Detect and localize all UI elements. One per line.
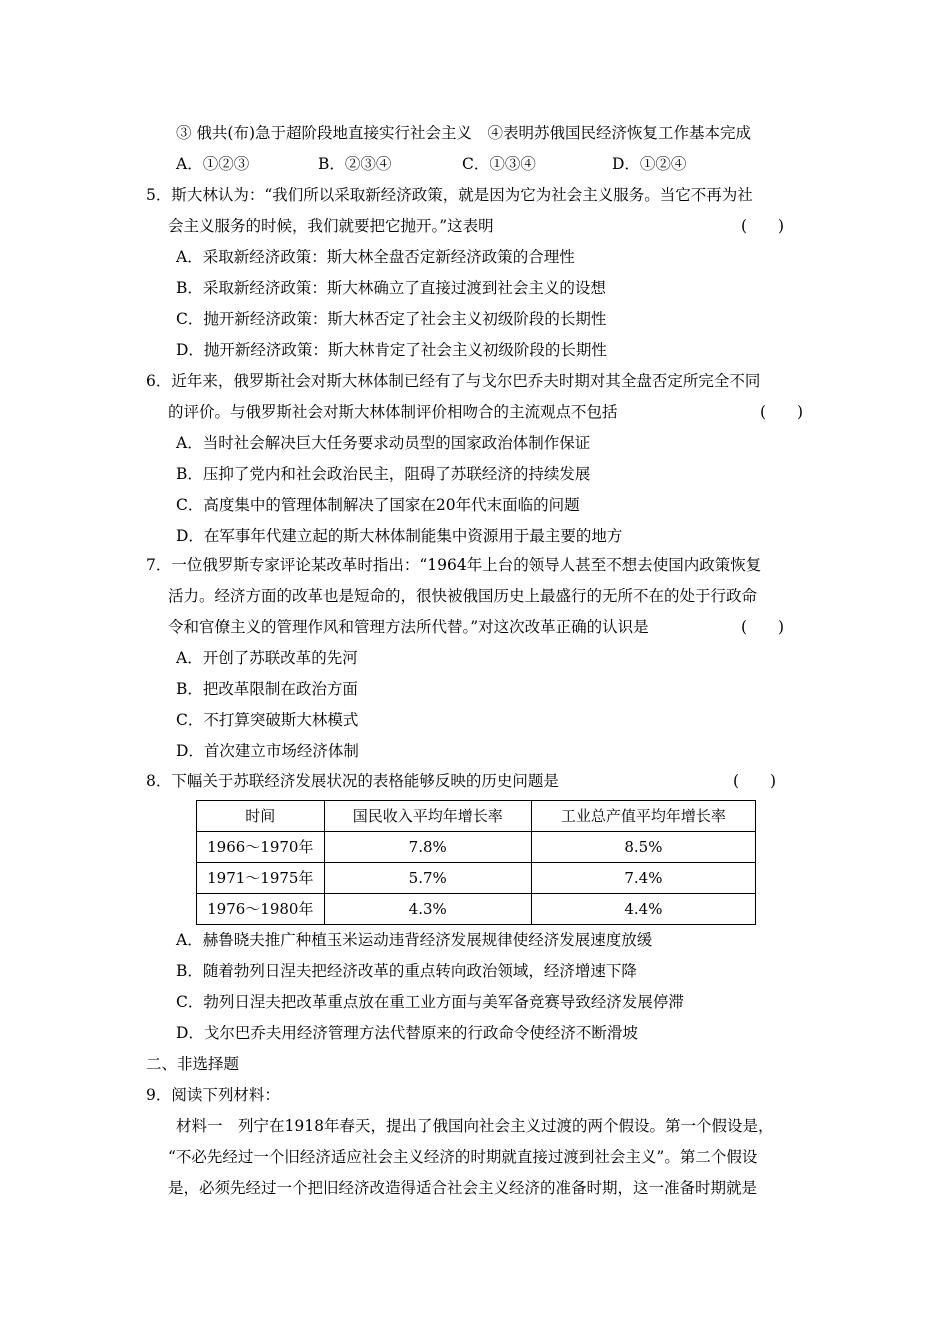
table-cell: 4.3% [324,894,531,925]
q9-stem: 9．阅读下列材料： [146,1086,280,1104]
q5-option-d: D．抛开新经济政策：斯大林肯定了社会主义初级阶段的长期性 [176,341,607,359]
q4-option-d: D．①②④ [612,155,687,173]
table-cell: 1976～1980年 [197,894,325,925]
q8-option-a: A．赫鲁晓夫推广种植玉米运动违背经济发展规律使经济发展速度放缓 [176,931,653,949]
growth-rate-table [196,800,756,925]
table-header-cell: 国民收入平均年增长率 [324,801,531,832]
section-heading: 二、非选择题 [146,1055,240,1073]
q7-stem-line-1: 7．一位俄罗斯专家评论某改革时指出：“1964年上台的领导人甚至不想去使国内政策恢复 [146,556,762,574]
q9-material-1-line-2: “不必先经过一个旧经济适应社会主义经济的时期就直接过渡到社会主义”。第二个假设 [168,1148,758,1166]
table-cell: 1971～1975年 [197,863,325,894]
q4-option-a: A．①②③ [176,155,250,173]
q8-stem: 8．下幅关于苏联经济发展状况的表格能够反映的历史问题是 [146,772,559,790]
q4-option-b: B．②③④ [318,155,392,173]
table-cell: 8.5% [531,832,755,863]
q8-option-c: C．勃列日涅夫把改革重点放在重工业方面与美军备竞赛导致经济发展停滞 [176,993,684,1011]
q7-stem-line-2: 活力。经济方面的改革也是短命的，很快被俄国历史上最盛行的无所不在的处于行政命 [168,587,758,605]
q4-option-line: ③ 俄共(布)急于超阶段地直接实行社会主义 ④表明苏俄国民经济恢复工作基本完成 [176,124,752,142]
q6-stem-line-1: 6．近年来，俄罗斯社会对斯大林体制已经有了与戈尔巴乔夫时期对其全盘否定所完全不同 [146,372,761,390]
table-header-row [197,801,756,832]
q4-option-c: C．①③④ [462,155,536,173]
table-cell: 7.8% [324,832,531,863]
table-row [197,832,756,863]
q5-answer-blank: ( ) [741,217,785,235]
q5-option-c: C．抛开新经济政策：斯大林否定了社会主义初级阶段的长期性 [176,310,607,328]
q9-material-1-line-1: 材料一 列宁在1918年春天，提出了俄国向社会主义过渡的两个假设。第一个假设是， [176,1117,774,1135]
q5-stem-line-2: 会主义服务的时候，我们就要把它抛开。”这表明 [168,217,494,235]
q7-answer-blank: ( ) [741,618,785,636]
q6-answer-blank: ( ) [760,403,804,421]
q7-option-d: D．首次建立市场经济体制 [176,742,359,760]
q6-stem-line-2: 的评价。与俄罗斯社会对斯大林体制评价相吻合的主流观点不包括 [168,403,618,421]
q5-option-b: B．采取新经济政策：斯大林确立了直接过渡到社会主义的设想 [176,279,606,297]
table-header-cell: 时间 [197,801,325,832]
q6-option-c: C．高度集中的管理体制解决了国家在20年代末面临的问题 [176,496,580,514]
q7-stem-line-3: 令和官僚主义的管理作风和管理方法所代替。”对这次改革正确的认识是 [168,618,649,636]
table-row [197,894,756,925]
table-cell: 5.7% [324,863,531,894]
q6-option-a: A．当时社会解决巨大任务要求动员型的国家政治体制作保证 [176,434,591,452]
table-cell: 7.4% [531,863,755,894]
table-header-cell: 工业总产值平均年增长率 [531,801,755,832]
q9-material-1-line-3: 是，必须先经过一个把旧经济改造得适合社会主义经济的准备时期，这一准备时期就是 [168,1179,758,1197]
q5-stem-line-1: 5．斯大林认为：“我们所以采取新经济政策，就是因为它为社会主义服务。当它不再为社 [146,186,753,204]
q8-option-d: D．戈尔巴乔夫用经济管理方法代替原来的行政命令使经济不断滑坡 [176,1024,638,1042]
q6-option-d: D．在军事年代建立起的斯大林体制能集中资源用于最主要的地方 [176,527,623,545]
q6-option-b: B．压抑了党内和社会政治民主，阻碍了苏联经济的持续发展 [176,465,591,483]
q7-option-c: C．不打算突破斯大林模式 [176,711,359,729]
table-cell: 4.4% [531,894,755,925]
q8-answer-blank: ( ) [733,772,777,790]
q5-option-a: A．采取新经济政策：斯大林全盘否定新经济政策的合理性 [176,248,575,266]
q7-option-a: A．开创了苏联改革的先河 [176,649,358,667]
table-cell: 1966～1970年 [197,832,325,863]
q7-option-b: B．把改革限制在政治方面 [176,680,358,698]
q8-option-b: B．随着勃列日涅夫把经济改革的重点转向政治领域，经济增速下降 [176,962,637,980]
table-row [197,863,756,894]
